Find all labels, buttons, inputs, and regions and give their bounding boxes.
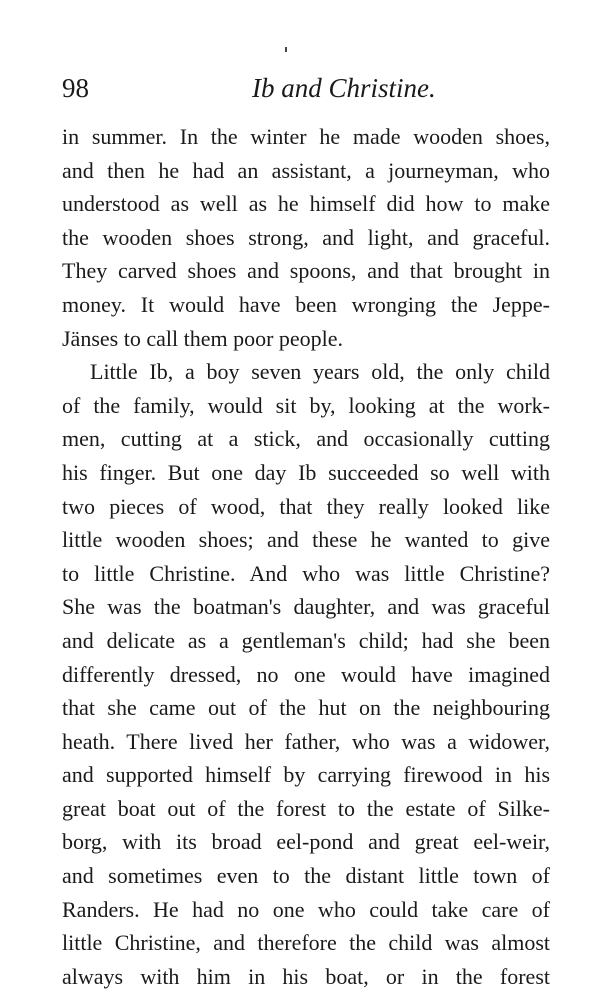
text-line: and then he had an assistant, a journeyman, who (62, 157, 550, 183)
text-line: and sometimes even to the distant little town of (62, 863, 550, 889)
text-line: little Christine, and therefore the child was almost (62, 930, 550, 956)
text-line: and supported himself by carrying firewood in his (62, 762, 550, 788)
text-line: his finger. But one day Ib succeeded so well with (62, 459, 550, 485)
text-line: great boat out of the forest to the estate of Silke- (62, 795, 550, 821)
text-line: They carved shoes and spoons, and that brought in (62, 258, 550, 284)
running-title: Ib and Christine. (252, 73, 436, 103)
text-line: the wooden shoes strong, and light, and graceful. (62, 224, 550, 250)
page-header (62, 68, 550, 108)
text-line: money. It would have been wronging the Jeppe- (62, 291, 550, 317)
text-line: that she came out of the hut on the neighbouring (62, 695, 550, 721)
text-line: and delicate as a gentleman's child; had she been (62, 627, 550, 653)
text-line: little wooden shoes; and these he wanted to give (62, 527, 550, 553)
text-line: always with him in his boat, or in the forest (62, 963, 550, 989)
paragraph-end-line: Jänses to call them poor people. (62, 325, 344, 351)
text-line: of the family, would sit by, looking at the work- (62, 392, 550, 418)
body-text (62, 120, 550, 993)
text-line: Randers. He had no one who could take care of (62, 896, 550, 922)
ink-speck (285, 47, 287, 52)
text-line: borg, with its broad eel-pond and great eel-weir, (62, 829, 550, 855)
text-line: two pieces of wood, that they really looked like (62, 493, 550, 519)
paragraph-start-line: Little Ib, a boy seven years old, the only child (90, 359, 550, 385)
text-line: She was the boatman's daughter, and was graceful (62, 594, 550, 620)
text-line: differently dressed, no one would have imagined (62, 661, 550, 687)
text-line: men, cutting at a stick, and occasionally cutting (62, 426, 550, 452)
text-line: in summer. In the winter he made wooden shoes, (62, 124, 550, 149)
text-line: understood as well as he himself did how to make (62, 191, 550, 217)
page-number: 98 (62, 73, 89, 103)
text-line: heath. There lived her father, who was a widower, (62, 728, 550, 754)
text-line: to little Christine. And who was little Christine? (62, 560, 550, 586)
